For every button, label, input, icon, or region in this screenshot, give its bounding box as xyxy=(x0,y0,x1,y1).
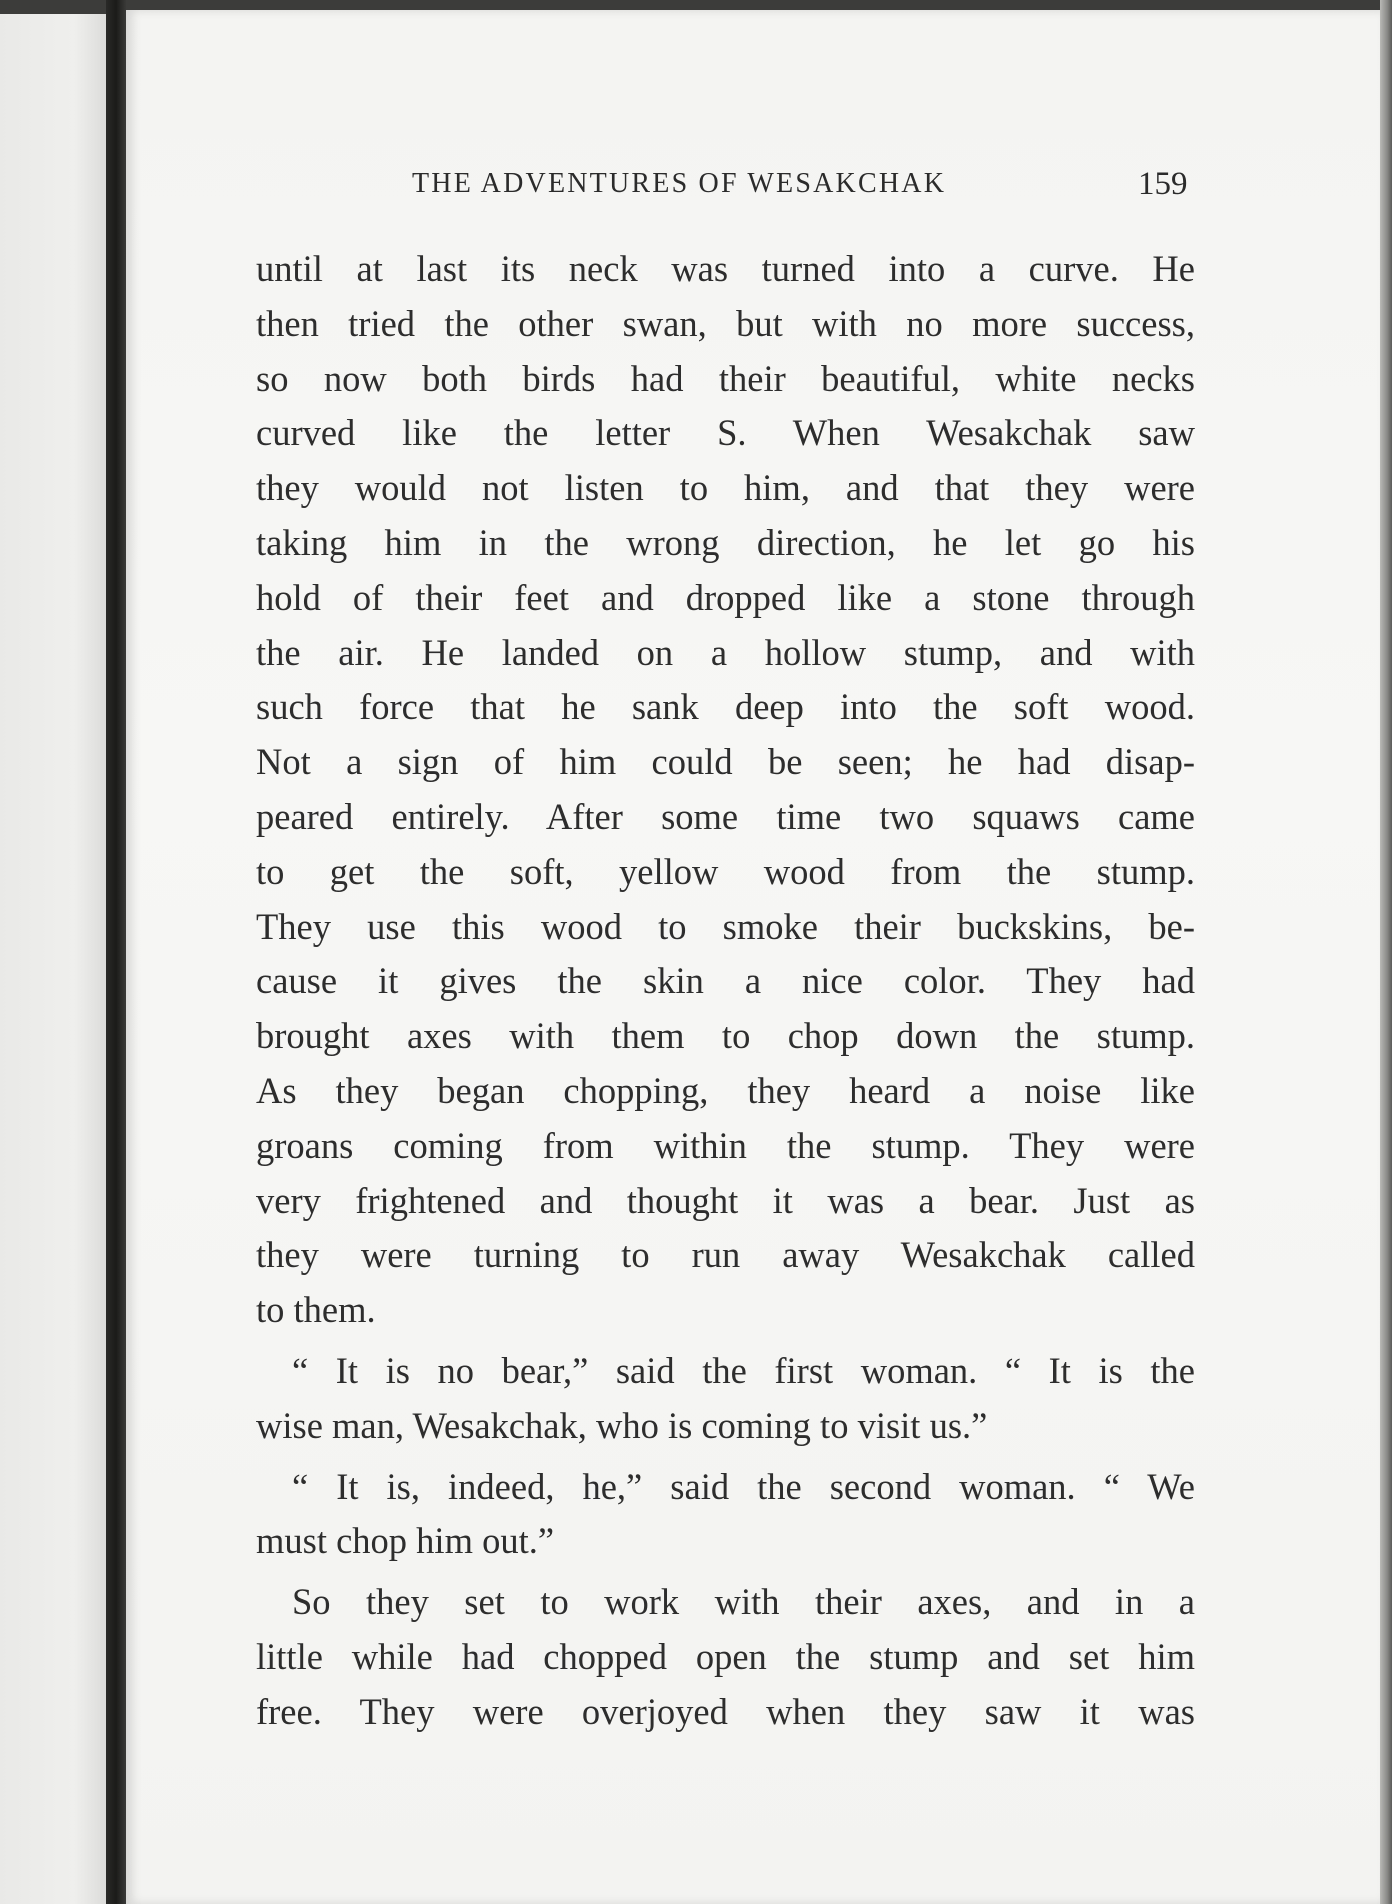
paragraph xyxy=(256,1575,1195,1739)
running-title: THE ADVENTURES OF WESAKCHAK xyxy=(412,168,947,199)
paragraph xyxy=(256,1460,1195,1570)
text-line: so now both birds had their beautiful, white necks xyxy=(256,357,1195,399)
text-line: free. They were overjoyed when they saw it was xyxy=(256,1690,1195,1732)
text-line: very frightened and thought it was a bear. Just as xyxy=(256,1179,1195,1221)
text-line: brought axes with them to chop down the stump. xyxy=(256,1015,1195,1057)
page-number: 159 xyxy=(1138,166,1188,202)
text-line: they were turning to run away Wesakchak called xyxy=(256,1234,1195,1276)
text-line: They use this wood to smoke their buckskins, be- xyxy=(256,905,1195,947)
text-line: As they began chopping, they heard a noise like xyxy=(256,1069,1195,1111)
text-line: then tried the other swan, but with no more success, xyxy=(256,302,1195,344)
text-line: little while had chopped open the stump and set him xyxy=(256,1635,1195,1677)
paragraph xyxy=(256,242,1195,1338)
page-right-edge xyxy=(1380,0,1392,1904)
text-line: the air. He landed on a hollow stump, and with xyxy=(256,631,1195,673)
text-line: such force that he sank deep into the soft wood. xyxy=(256,686,1195,728)
running-head xyxy=(126,168,1380,208)
text-line: to get the soft, yellow wood from the stump. xyxy=(256,850,1195,892)
text-line: cause it gives the skin a nice color. They had xyxy=(256,960,1195,1002)
previous-page-edge xyxy=(0,14,106,1904)
text-line: must chop him out.” xyxy=(256,1520,555,1562)
paragraph xyxy=(256,1344,1195,1454)
text-line: taking him in the wrong direction, he let go his xyxy=(256,521,1195,563)
text-line: until at last its neck was turned into a curve. He xyxy=(256,248,1195,289)
text-line: to them. xyxy=(256,1289,376,1331)
text-line: Not a sign of him could be seen; he had disap- xyxy=(256,741,1195,783)
text-line: peared entirely. After some time two squaws came xyxy=(256,795,1195,837)
text-line: they would not listen to him, and that they were xyxy=(256,467,1195,509)
text-line: “ It is no bear,” said the first woman. “ It is the xyxy=(292,1349,1195,1391)
text-line: hold of their feet and dropped like a stone through xyxy=(256,576,1195,618)
text-line: curved like the letter S. When Wesakchak saw xyxy=(256,412,1195,454)
book-gutter xyxy=(106,0,126,1904)
text-line: “ It is, indeed, he,” said the second woman. “ We xyxy=(292,1465,1195,1507)
body-text xyxy=(256,242,1195,1740)
text-line: wise man, Wesakchak, who is coming to visit us.” xyxy=(256,1404,988,1446)
text-line: groans coming from within the stump. They were xyxy=(256,1124,1195,1166)
text-line: So they set to work with their axes, and in a xyxy=(292,1581,1195,1623)
book-page xyxy=(126,10,1380,1904)
